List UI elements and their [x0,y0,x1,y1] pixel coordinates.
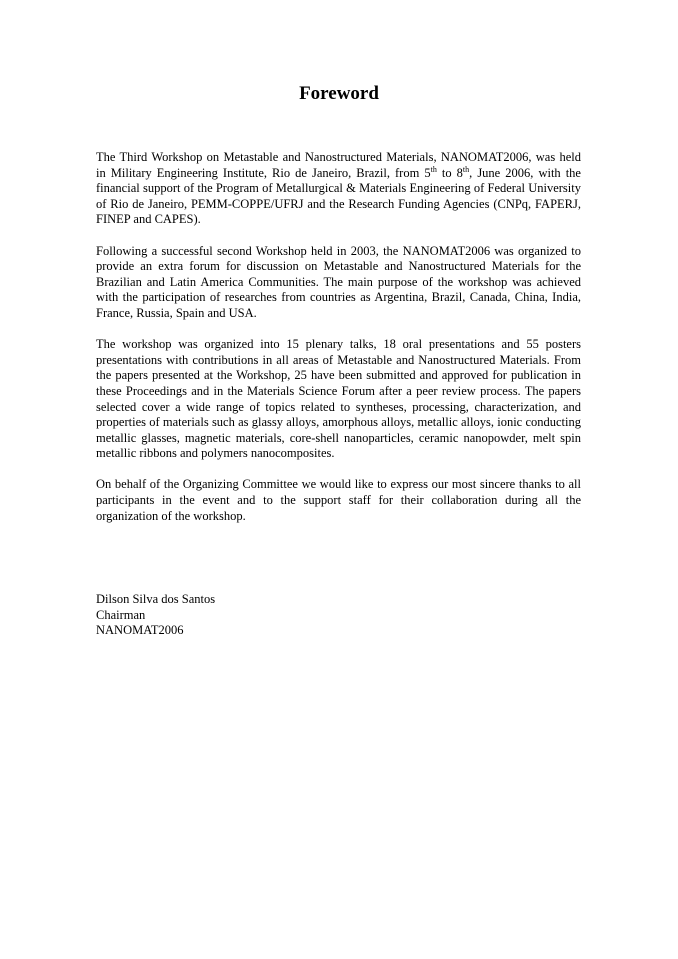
paragraph-1-text-c: , June 2006, with the financial support of the Program of Metallurgical & Materials Engineering of Federal University of Rio de Janeiro, PEMM-COPPE/UFRJ and the Research Funding Agencies (CNPq, FAPERJ, FINEP and CAPES). [96,165,581,227]
paragraph-1-text-b: to 8 [436,165,463,180]
paragraph-1-text-a: The Third Workshop on Metastable and Nanostructured Materials, NANOMAT2006, was held in Military Engineering Institute, Rio de Janeiro, Brazil, from 5 [96,150,581,180]
paragraph-1 [96,150,581,228]
ordinal-suffix-1: th [430,164,437,174]
paragraph-3: The workshop was organized into 15 plenary talks, 18 oral presentations and 55 posters presentations with contributions in all areas of Metastable and Nanostructured Materials. From the papers presented at the Workshop, 25 have been submitted and approved for publication in these Proceedings and in the Materials Science Forum after a peer review process. The papers selected cover a wide range of topics related to syntheses, processing, characterization, and properties of materials such as glassy alloys, amorphous alloys, metallic alloys, ionic conducting metallic glasses, magnetic materials, core-shell nanoparticles, ceramic nanopowder, melt spin metallic ribbons and polymers nanocomposites. [96,337,581,461]
paragraph-2: Following a successful second Workshop held in 2003, the NANOMAT2006 was organized to provide an extra forum for discussion on Metastable and Nanostructured Materials for the Brazilian and Latin America Communities. The main purpose of the workshop was achieved with the participation of researches from countries as Argentina, Brazil, Canada, China, India, France, Russia, Spain and USA. [96,243,581,320]
ordinal-suffix-2: th [462,164,470,174]
paragraph-4: On behalf of the Organizing Committee we would like to express our most sincere thanks to all participants in the event and to the support staff for their collaboration during all the organization of the workshop. [96,477,581,523]
page-title: Foreword [299,83,379,104]
foreword-body [96,150,581,540]
signature-block [96,592,215,639]
signature-role: Chairman [96,607,146,622]
signature-org: NANOMAT2006 [96,623,184,638]
signature-name: Dilson Silva dos Santos [96,592,216,606]
